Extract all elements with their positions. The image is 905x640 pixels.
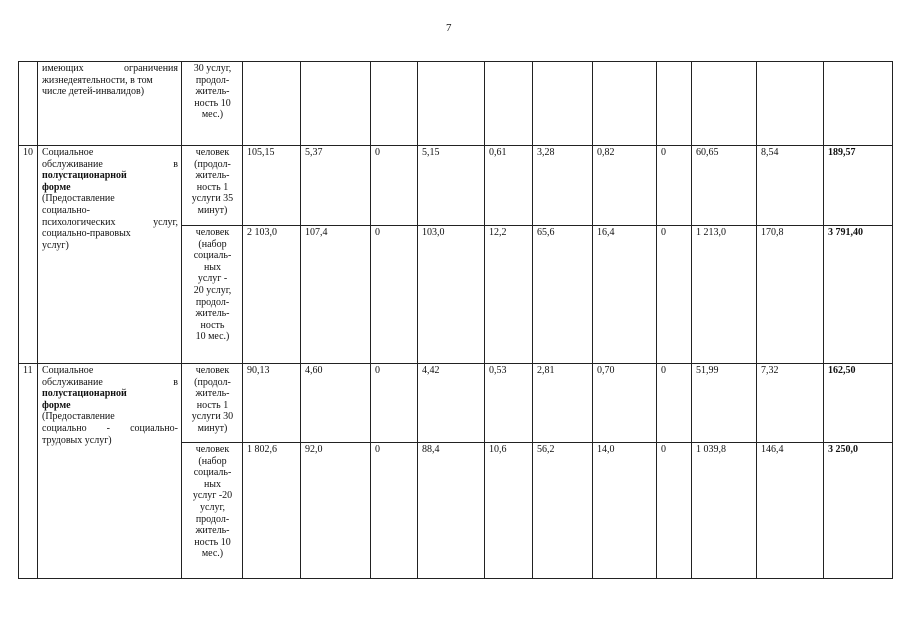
unit-cell [182,443,243,579]
value-cell [418,62,485,146]
value-cell [371,62,418,146]
value-cell: 90,13 [243,364,301,443]
value-cell: 105,15 [243,146,301,226]
value-cell: 60,65 [692,146,757,226]
unit-line: ных [203,261,222,273]
unit-line: мес.) [201,548,224,560]
row-number-cell: 10 [19,146,38,364]
value-cell: 170,8 [757,226,824,364]
page-number: 7 [446,22,452,34]
unit-line: житель- [195,170,230,182]
value-cell: 5,37 [301,146,371,226]
value-cell [593,62,657,146]
unit-cell [182,226,243,364]
unit-line: (набор [198,455,227,467]
unit-line: человек [195,444,230,455]
cost-table [18,61,893,579]
unit-line: социаль- [193,250,232,262]
total-cell: 189,57 [824,146,893,226]
value-cell: 3,28 [533,146,593,226]
value-cell: 4,60 [301,364,371,443]
total-cell: 3 791,40 [824,226,893,364]
total-cell: 162,50 [824,364,893,443]
unit-line: житель- [195,525,230,537]
unit-line: продол- [195,74,230,86]
unit-line: (продол- [194,158,231,170]
unit-line: (продол- [194,376,231,388]
total-cell: 3 250,0 [824,443,893,579]
unit-line: минут) [197,204,228,216]
value-cell: 0 [371,226,418,364]
unit-line: 20 услуг, [193,284,232,296]
unit-line: продол- [195,296,230,308]
value-cell: 51,99 [692,364,757,443]
unit-line: продол- [195,513,230,525]
service-name-line: социально - социально- [42,422,178,434]
value-cell: 88,4 [418,443,485,579]
value-cell: 1 039,8 [692,443,757,579]
unit-line: 10 мес.) [195,331,230,343]
value-cell: 0 [657,146,692,226]
row-number-cell [19,62,38,146]
value-cell [757,62,824,146]
service-name-line: жизнедеятельности, в том [42,74,153,86]
unit-cell [182,146,243,226]
value-cell: 8,54 [757,146,824,226]
value-cell: 0,61 [485,146,533,226]
value-cell: 10,6 [485,443,533,579]
service-name-line: (Предоставление [42,411,115,423]
value-cell: 0,82 [593,146,657,226]
value-cell [301,62,371,146]
service-name-line: Социальное [42,147,94,158]
unit-cell [182,62,243,146]
row-number-cell: 11 [19,364,38,579]
value-cell: 0 [371,364,418,443]
value-cell: 0 [657,226,692,364]
unit-line: человек [195,227,230,238]
service-name-line: психологических услуг, [42,216,178,228]
unit-line: ность 1 [196,399,229,411]
service-name-line: обслуживание в [42,376,178,388]
unit-line: ность 1 [196,181,229,193]
unit-cell [182,364,243,443]
value-cell: 0,70 [593,364,657,443]
value-cell: 0 [371,146,418,226]
value-cell: 65,6 [533,226,593,364]
value-cell: 92,0 [301,443,371,579]
value-cell: 16,4 [593,226,657,364]
value-cell: 1 213,0 [692,226,757,364]
value-cell: 0 [657,443,692,579]
value-cell: 103,0 [418,226,485,364]
value-cell: 0 [657,364,692,443]
unit-line: ность 10 [194,97,231,109]
unit-line: ность 10 [194,536,231,548]
service-name-line: имеющих ограничения [42,63,178,74]
service-name-cell [38,364,182,579]
service-name-line: (Предоставление [42,193,115,205]
value-cell: 0 [371,443,418,579]
service-name-line: трудовых услуг) [42,434,112,446]
table-body [19,62,893,579]
value-cell: 1 802,6 [243,443,301,579]
value-cell: 107,4 [301,226,371,364]
unit-line: услуги 35 [191,193,234,205]
unit-line: (набор [198,238,227,250]
unit-line: человек [195,147,230,158]
service-name-line: числе детей-инвалидов) [42,86,145,98]
value-cell: 7,32 [757,364,824,443]
unit-line: услуг -20 [192,490,233,502]
service-name-line: обслуживание в [42,158,178,170]
unit-line: услуг - [197,273,228,285]
unit-line: человек [195,365,230,376]
value-cell: 146,4 [757,443,824,579]
value-cell: 12,2 [485,226,533,364]
value-cell [485,62,533,146]
service-name-line: Социальное [42,365,94,376]
unit-line: 30 услуг, [193,63,232,74]
unit-line: социаль- [193,467,232,479]
value-cell [657,62,692,146]
value-cell: 56,2 [533,443,593,579]
unit-line: житель- [195,308,230,320]
unit-line: житель- [195,86,230,98]
value-cell [692,62,757,146]
unit-line: житель- [195,388,230,400]
table-row [19,146,893,226]
unit-line: услуг, [200,501,225,513]
value-cell: 2 103,0 [243,226,301,364]
service-name-line: полустационарной [42,170,127,182]
service-name-line: форме [42,399,71,411]
value-cell [533,62,593,146]
service-name-cell [38,62,182,146]
service-name-line: форме [42,181,71,193]
service-name-line: услуг) [42,239,69,251]
service-name-line: полустационарной [42,388,127,400]
value-cell: 4,42 [418,364,485,443]
value-cell: 2,81 [533,364,593,443]
total-cell [824,62,893,146]
service-name-cell [38,146,182,364]
value-cell [243,62,301,146]
unit-line: мес.) [201,109,224,121]
table-row [19,364,893,443]
unit-line: ность [200,319,225,331]
unit-line: минут) [197,422,228,434]
table-row-continuation [19,62,893,146]
service-name-line: социально-правовых [42,228,131,240]
service-name-line: социально- [42,204,90,216]
value-cell: 5,15 [418,146,485,226]
unit-line: услуги 30 [191,411,234,423]
value-cell: 14,0 [593,443,657,579]
unit-line: ных [203,478,222,490]
value-cell: 0,53 [485,364,533,443]
